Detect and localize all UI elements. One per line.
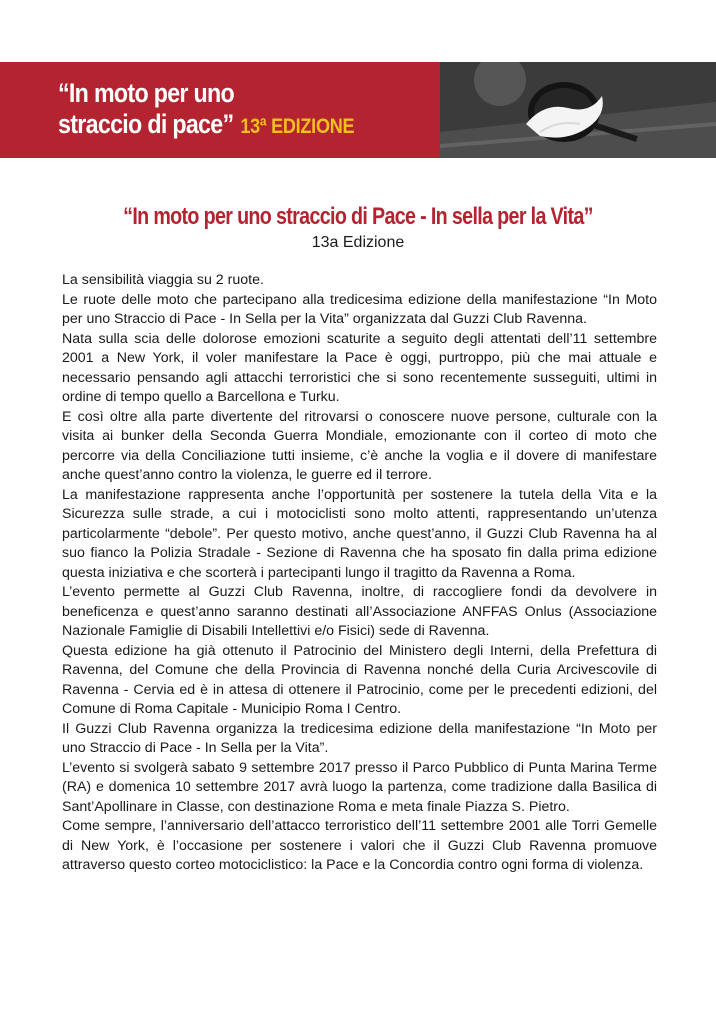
motorcycle-mirror-photo bbox=[440, 62, 716, 158]
banner-title bbox=[58, 78, 354, 142]
article-paragraph: Il Guzzi Club Ravenna organizza la tredicesima edizione della manifestazione “In Moto per uno Straccio di Pace - In Sella per la Vita”. bbox=[62, 720, 657, 756]
article-body bbox=[62, 271, 657, 876]
article-paragraph: L’evento permette al Guzzi Club Ravenna, inoltre, di raccogliere fondi da devolvere in beneficenza e quest’anno saranno destinati all’Associazione ANFFAS Onlus (Associazione Nazionale Famiglie di Disabili Intellettivi e/o Fisici) sede di Ravenna. bbox=[62, 584, 657, 639]
article-paragraph: La manifestazione rappresenta anche l’opportunità per sostenere la tutela della Vita e la Sicurezza sulle strade, a cui i motociclisti sono molto attenti, rappresentando un’utenza particolarmente “debole”. Per questo motivo, anche quest’anno, il Guzzi Club Ravenna ha al suo fianco la Polizia Stradale - Sezione di Ravenna che ha sposato fin dalla prima edizione questa iniziativa e che scorterà i partecipanti lungo il tragitto da Ravenna a Roma. bbox=[62, 486, 657, 581]
article-paragraph: Come sempre, l’anniversario dell’attacco terroristico dell’11 settembre 2001 alle Torri Gemelle di New York, è l’occasione per sostenere i valori che il Guzzi Club Ravenna promuove attraverso questo corteo motociclistico: la Pace e la Concordia contro ogni forma di violenza. bbox=[62, 818, 657, 873]
article-paragraph: Nata sulla scia delle dolorose emozioni scaturite a seguito degli attentati dell’11 settembre 2001 a New York, il voler manifestare la Pace è oggi, purtroppo, più che mai attuale e necessario pensando agli attacchi terroristici che si sono recentemente susseguiti, ultimi in ordine di tempo quello a Barcellona e Turku. bbox=[62, 330, 657, 405]
article-paragraph: Le ruote delle moto che partecipano alla tredicesima edizione della manifestazione “In Moto per uno Straccio di Pace - In Sella per la Vita” organizzata dal Guzzi Club Ravenna. bbox=[62, 291, 657, 327]
article-paragraph: L’evento si svolgerà sabato 9 settembre 2017 presso il Parco Pubblico di Punta Marina Terme (RA) e domenica 10 settembre 2017 avrà luogo la partenza, come tradizione dalla Basilica di Sant’Apollinare in Classe, con destinazione Roma e meta finale Piazza S. Pietro. bbox=[62, 759, 657, 815]
banner-edition-label: 13ª EDIZIONE bbox=[240, 115, 355, 138]
article-paragraph: La sensibilità viaggia su 2 ruote. bbox=[62, 272, 264, 288]
article-paragraph: Questa edizione ha già ottenuto il Patrocinio del Ministero degli Interni, della Prefettura di Ravenna, del Comune che della Provincia di Ravenna nonché della Curia Arcivescovile di Ravenna - Cervia ed è in attesa di ottenere il Patrocinio, come per le precedenti edizioni, del Comune di Roma Capitale - Municipio Roma I Centro. bbox=[62, 642, 657, 717]
article-paragraph: E così oltre alla parte divertente del ritrovarsi o conoscere nuove persone, culturale con la visita ai bunker della Seconda Guerra Mondiale, emozionante con il corteo di moto che percorre via della Conciliazione tutti insieme, c’è anche la voglia e il dovere di manifestare anche quest’anno contro la violenza, le guerre ed il terrore. bbox=[62, 408, 657, 483]
article-headline: “In moto per uno straccio di Pace - In sella per la Vita” bbox=[123, 203, 593, 230]
banner-title-line2: straccio di pace” bbox=[58, 109, 234, 139]
banner-title-line1: “In moto per uno bbox=[58, 78, 235, 108]
header-banner bbox=[0, 62, 716, 158]
article-subheadline: 13a Edizione bbox=[311, 234, 405, 251]
motorcycle-mirror-illustration bbox=[440, 62, 716, 158]
